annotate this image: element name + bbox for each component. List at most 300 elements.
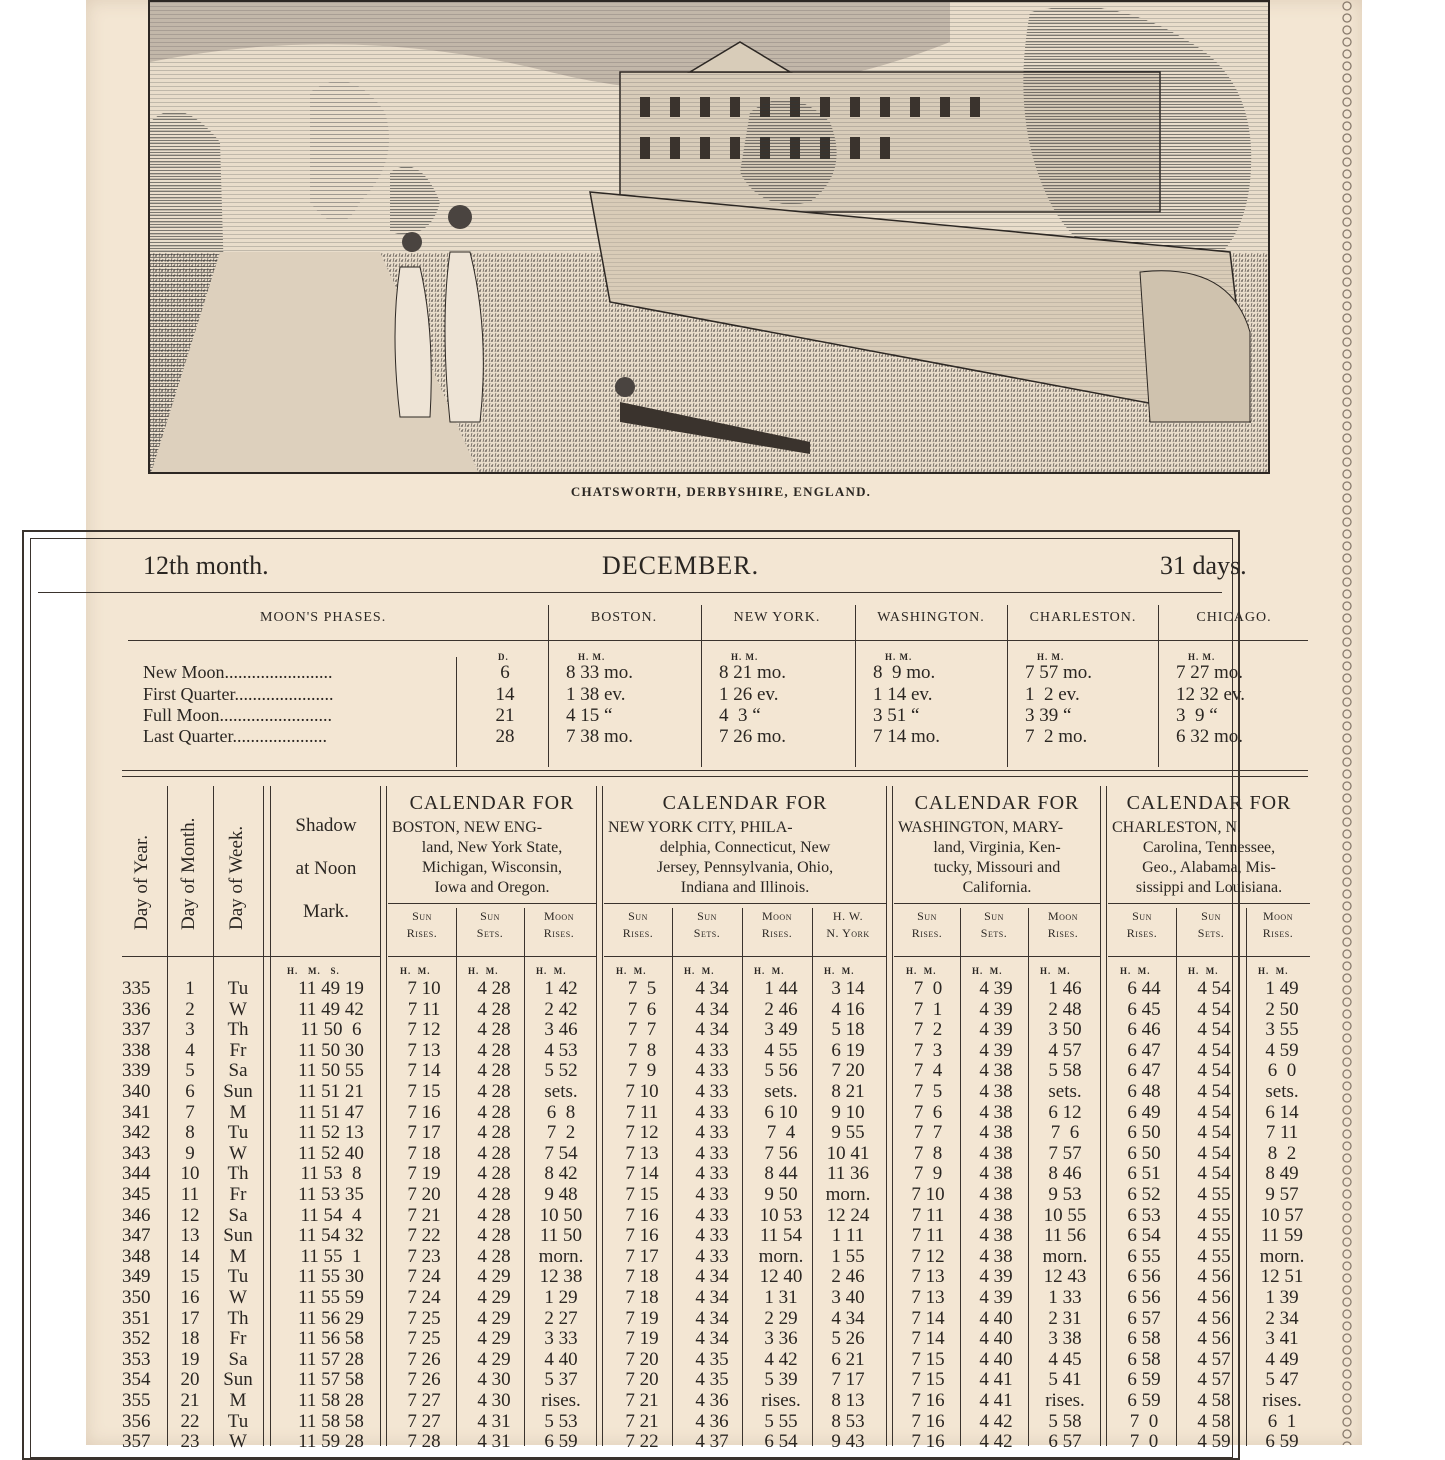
city-column-rule <box>855 605 856 767</box>
table-cell: 11 54 <box>759 1225 803 1247</box>
table-cell: 4 38 <box>979 1081 1013 1102</box>
city-heading-2: WASHINGTON. <box>877 610 985 625</box>
table-cell: 1 33 <box>1048 1287 1082 1308</box>
table-cell: 7 11 <box>911 1225 945 1247</box>
table-cell: 5 39 <box>764 1369 798 1391</box>
d-label: D. <box>498 652 509 662</box>
moon-phase-time: 6 32 mo. <box>1176 726 1244 747</box>
table-cell: 6 50 <box>1127 1142 1161 1164</box>
moon-phases-heading: MOON'S PHASES. <box>260 610 387 625</box>
calendar-region-line: Indiana and Illinois. <box>680 879 810 896</box>
table-cell: 353 <box>122 1348 151 1370</box>
table-cell: 6 55 <box>1127 1245 1161 1267</box>
table-cell: 7 8 <box>627 1039 657 1061</box>
table-cell: 7 26 <box>407 1369 441 1391</box>
table-cell: 11 53 35 <box>298 1184 364 1205</box>
table-cell: 4 38 <box>979 1204 1013 1226</box>
table-cell: 4 31 <box>477 1431 511 1453</box>
table-cell: 4 56 <box>1197 1266 1231 1288</box>
table-cell: 10 50 <box>539 1204 583 1226</box>
shadow-hms-label: H. M. S. <box>287 966 340 976</box>
table-cell: 4 29 <box>477 1307 511 1329</box>
day-of-week-heading: Day of Week. <box>226 825 247 930</box>
hm-label: H. M. <box>536 966 567 976</box>
moon-section-rule <box>122 776 1308 777</box>
table-cell: 1 29 <box>544 1287 578 1308</box>
table-cell: 11 52 40 <box>298 1142 364 1164</box>
table-cell: 6 49 <box>1127 1101 1161 1123</box>
calendar-subhead-rule <box>894 956 1100 957</box>
table-cell: 12 38 <box>539 1266 583 1288</box>
chatsworth-engraving <box>148 0 1270 474</box>
calendar-subhead: Rises. <box>543 926 575 940</box>
table-cell: 348 <box>122 1245 151 1267</box>
table-cell: 4 39 <box>979 1019 1013 1041</box>
table-cell: Tu <box>227 1122 249 1144</box>
table-cell: 337 <box>122 1019 151 1041</box>
column-rule <box>386 786 387 1446</box>
calendar-region-line: Geo., Alabama, Mis- <box>1142 859 1276 876</box>
table-cell: 2 46 <box>764 998 798 1020</box>
table-cell: 7 16 <box>911 1390 945 1411</box>
table-cell: 6 47 <box>1127 1039 1161 1061</box>
table-cell: 6 45 <box>1127 998 1161 1020</box>
table-cell: 4 33 <box>695 1122 729 1144</box>
table-cell: 4 28 <box>477 1163 511 1185</box>
city-heading-3: CHARLESTON. <box>1029 610 1137 625</box>
table-cell: 4 33 <box>695 1142 729 1164</box>
calendar-subhead: H. W. <box>832 909 864 923</box>
table-cell: 11 54 32 <box>298 1225 364 1247</box>
calendar-region-line: CHARLESTON, N. <box>1112 819 1242 836</box>
table-cell: 4 29 <box>477 1348 511 1370</box>
table-cell: 4 33 <box>695 1060 729 1082</box>
table-cell: 8 21 <box>831 1081 865 1102</box>
table-cell: 7 56 <box>764 1142 798 1164</box>
table-cell: 7 24 <box>407 1266 441 1288</box>
table-cell: 4 54 <box>1197 978 1231 999</box>
table-cell: 2 31 <box>1048 1307 1082 1329</box>
days-count: 31 days. <box>1160 551 1247 580</box>
table-cell: 4 34 <box>695 1307 729 1329</box>
table-cell: 13 <box>180 1225 200 1247</box>
moon-phase-time: 8 33 mo. <box>566 662 634 683</box>
table-cell: 357 <box>122 1431 151 1453</box>
table-cell: 4 41 <box>979 1369 1013 1391</box>
table-cell: 1 <box>185 978 195 999</box>
table-cell: 4 30 <box>477 1369 511 1391</box>
table-cell: 4 42 <box>764 1348 798 1370</box>
hm-label: H. M. <box>1120 966 1151 976</box>
table-cell: 7 12 <box>625 1122 659 1144</box>
table-cell: 4 42 <box>979 1431 1013 1453</box>
table-cell: 4 34 <box>695 1328 729 1350</box>
table-cell: sets. <box>1265 1081 1299 1102</box>
table-cell: 7 2 <box>546 1122 576 1144</box>
table-cell: 4 55 <box>1197 1204 1231 1226</box>
table-cell: 5 58 <box>1048 1410 1082 1432</box>
table-cell: 4 34 <box>695 1287 729 1308</box>
table-cell: 7 19 <box>625 1328 659 1350</box>
table-cell: 8 13 <box>831 1390 865 1411</box>
table-cell: 4 28 <box>477 1142 511 1164</box>
table-cell: W <box>229 998 247 1020</box>
engraving-caption: CHATSWORTH, DERBYSHIRE, ENGLAND. <box>570 484 872 499</box>
table-cell: 11 59 28 <box>298 1431 364 1453</box>
table-cell: 11 52 13 <box>298 1122 364 1144</box>
table-cell: 11 50 <box>539 1225 583 1247</box>
calendar-region-line: California. <box>962 879 1032 896</box>
table-cell: 7 3 <box>913 1039 943 1061</box>
table-cell: 8 46 <box>1048 1163 1082 1185</box>
calendar-subhead: Sun <box>1201 909 1221 923</box>
table-cell: 2 <box>185 998 195 1020</box>
table-cell: Fr <box>229 1184 247 1205</box>
table-cell: 6 52 <box>1127 1184 1161 1205</box>
table-cell: 2 29 <box>764 1307 798 1329</box>
table-cell: 6 54 <box>1127 1225 1161 1247</box>
table-cell: 7 20 <box>831 1060 865 1082</box>
table-cell: 11 56 58 <box>298 1328 364 1350</box>
table-cell: 8 44 <box>764 1163 798 1185</box>
moon-phase-day: 21 <box>495 705 515 726</box>
moon-phase-day: 6 <box>500 662 510 683</box>
table-cell: 7 22 <box>625 1431 659 1453</box>
table-cell: 3 36 <box>764 1328 798 1350</box>
header-bottom-rule <box>122 956 380 957</box>
table-cell: morn. <box>825 1184 871 1205</box>
table-cell: rises. <box>541 1390 581 1411</box>
table-cell: 4 33 <box>695 1163 729 1185</box>
table-cell: 7 15 <box>407 1081 441 1102</box>
table-cell: 4 54 <box>1197 1101 1231 1123</box>
table-cell: 4 57 <box>1048 1039 1082 1061</box>
table-cell: 6 53 <box>1127 1204 1161 1226</box>
city-heading-1: NEW YORK. <box>733 610 821 625</box>
sub-column-rule <box>960 908 961 1446</box>
table-cell: 2 48 <box>1048 998 1082 1020</box>
hm-label: H. M. <box>972 966 1003 976</box>
sub-column-rule <box>812 908 813 1446</box>
table-cell: 4 33 <box>695 1101 729 1123</box>
table-cell: 354 <box>122 1369 151 1391</box>
table-cell: 1 39 <box>1265 1287 1299 1308</box>
table-cell: 4 35 <box>695 1369 729 1391</box>
sub-column-rule <box>742 908 743 1446</box>
table-cell: 3 46 <box>544 1019 578 1041</box>
table-cell: 4 56 <box>1197 1307 1231 1329</box>
table-cell: 4 34 <box>695 998 729 1020</box>
table-cell: 7 11 <box>625 1101 659 1123</box>
table-cell: 7 20 <box>625 1348 659 1370</box>
table-cell: 4 16 <box>831 998 865 1020</box>
moon-phase-time: 7 57 mo. <box>1025 662 1093 683</box>
table-cell: 4 40 <box>979 1307 1013 1329</box>
table-cell: 4 57 <box>1197 1369 1231 1391</box>
table-cell: 4 28 <box>477 998 511 1020</box>
table-cell: 7 19 <box>407 1163 441 1185</box>
table-cell: 4 55 <box>764 1039 798 1061</box>
table-cell: 7 25 <box>407 1328 441 1350</box>
table-cell: 17 <box>180 1307 200 1329</box>
calendar-subhead-rule <box>604 956 886 957</box>
table-cell: 6 21 <box>831 1348 865 1370</box>
table-cell: 4 38 <box>979 1225 1013 1247</box>
table-cell: 7 13 <box>407 1039 441 1061</box>
table-cell: 7 7 <box>913 1122 943 1144</box>
table-cell: 10 57 <box>1260 1204 1304 1226</box>
table-cell: 4 58 <box>1197 1390 1231 1411</box>
table-cell: 336 <box>122 998 151 1020</box>
hm-label: H. M. <box>824 966 855 976</box>
table-cell: 4 34 <box>831 1307 865 1329</box>
calendar-title: CALENDAR FOR <box>1126 792 1292 814</box>
calendar-title: CALENDAR FOR <box>914 792 1080 814</box>
table-cell: Sa <box>228 1348 248 1370</box>
table-cell: 2 50 <box>1265 998 1299 1020</box>
table-cell: 7 12 <box>911 1245 945 1267</box>
moon-phase-time: 3 9 “ <box>1176 705 1218 726</box>
sub-column-rule <box>524 908 525 1446</box>
table-cell: 4 54 <box>1197 1122 1231 1144</box>
table-cell: 6 57 <box>1048 1431 1082 1453</box>
table-cell: M <box>229 1390 247 1411</box>
table-cell: 344 <box>122 1163 151 1185</box>
table-cell: 7 20 <box>407 1184 441 1205</box>
hm-label: H. M. <box>1188 652 1216 662</box>
table-cell: 350 <box>122 1287 151 1308</box>
table-cell: 3 14 <box>831 978 865 999</box>
table-cell: 4 39 <box>979 978 1013 999</box>
table-cell: 6 48 <box>1127 1081 1161 1102</box>
table-cell: 10 41 <box>826 1142 870 1164</box>
calendar-subhead: N. York <box>826 926 870 940</box>
table-cell: Sun <box>223 1369 253 1391</box>
table-cell: 7 27 <box>407 1410 441 1432</box>
table-cell: 4 33 <box>695 1184 729 1205</box>
table-cell: 4 29 <box>477 1287 511 1308</box>
table-cell: 4 41 <box>979 1390 1013 1411</box>
moon-phase-time: 1 14 ev. <box>873 684 933 705</box>
table-cell: 349 <box>122 1266 151 1288</box>
table-cell: 12 43 <box>1043 1266 1087 1288</box>
table-cell: 6 8 <box>546 1101 576 1123</box>
table-cell: 7 0 <box>913 978 943 999</box>
calendar-subhead-rule <box>604 903 886 904</box>
table-cell: 11 55 1 <box>300 1245 362 1267</box>
table-cell: 7 21 <box>625 1410 659 1432</box>
table-cell: 5 52 <box>544 1060 578 1082</box>
table-cell: 11 53 8 <box>300 1163 362 1185</box>
table-cell: morn. <box>758 1245 804 1267</box>
calendar-region-line: NEW YORK CITY, PHILA- <box>608 819 793 836</box>
table-cell: 7 6 <box>913 1101 943 1123</box>
table-cell: 4 49 <box>1265 1348 1299 1370</box>
table-cell: 9 <box>185 1142 195 1164</box>
calendar-subhead: Rises. <box>761 926 793 940</box>
table-cell: 10 <box>180 1163 200 1185</box>
table-cell: 11 49 42 <box>298 998 364 1020</box>
table-cell: 10 55 <box>1043 1204 1087 1226</box>
table-cell: 7 15 <box>911 1369 945 1391</box>
table-cell: 6 10 <box>764 1101 798 1123</box>
table-cell: 4 33 <box>695 1225 729 1247</box>
calendar-subhead: Sets. <box>476 926 504 940</box>
table-cell: 346 <box>122 1204 151 1226</box>
table-cell: 4 28 <box>477 1225 511 1247</box>
moon-phase-time: 7 26 mo. <box>719 726 787 747</box>
table-cell: 11 55 30 <box>298 1266 364 1288</box>
table-cell: 7 9 <box>913 1163 943 1185</box>
table-cell: 1 44 <box>764 978 798 999</box>
moon-header-rule <box>128 640 1308 641</box>
table-cell: 7 13 <box>911 1266 945 1288</box>
table-cell: 3 49 <box>764 1019 798 1041</box>
calendar-subhead: Moon <box>1047 909 1078 923</box>
table-cell: sets. <box>1048 1081 1082 1102</box>
table-cell: 4 28 <box>477 1060 511 1082</box>
table-cell: 7 14 <box>911 1328 945 1350</box>
moon-phase-time: 1 26 ev. <box>719 684 779 705</box>
table-cell: 355 <box>122 1390 151 1411</box>
table-cell: 4 38 <box>979 1245 1013 1267</box>
table-cell: 11 49 19 <box>298 978 364 999</box>
table-cell: 4 30 <box>477 1390 511 1411</box>
table-cell: 4 55 <box>1197 1225 1231 1247</box>
table-cell: 4 28 <box>477 1122 511 1144</box>
table-cell: 7 15 <box>625 1184 659 1205</box>
table-cell: 341 <box>122 1101 151 1123</box>
table-cell: 6 14 <box>1265 1101 1299 1123</box>
month-title: DECEMBER. <box>602 551 760 580</box>
table-cell: 6 19 <box>831 1039 865 1061</box>
table-cell: 2 27 <box>544 1307 578 1329</box>
table-cell: morn. <box>1042 1245 1088 1267</box>
moon-phase-day: 28 <box>495 726 515 747</box>
table-cell: 11 54 4 <box>300 1204 362 1226</box>
table-cell: 9 50 <box>764 1184 798 1205</box>
day-of-month-heading: Day of Month. <box>178 817 199 930</box>
calendar-subhead: Rises. <box>406 926 438 940</box>
moon-phase-time: 8 9 mo. <box>873 662 936 683</box>
table-cell: 4 45 <box>1048 1348 1082 1370</box>
table-cell: 7 1 <box>913 998 943 1020</box>
table-cell: 4 36 <box>695 1410 729 1432</box>
calendar-region-line: WASHINGTON, MARY- <box>898 819 1064 836</box>
table-cell: 6 47 <box>1127 1060 1161 1082</box>
table-cell: 7 57 <box>1048 1142 1082 1164</box>
hm-label: H. M. <box>616 966 647 976</box>
table-cell: rises. <box>761 1390 801 1411</box>
calendar-title: CALENDAR FOR <box>662 792 828 814</box>
table-cell: 4 38 <box>979 1142 1013 1164</box>
column-rule <box>1100 786 1101 1446</box>
table-cell: 11 57 28 <box>298 1348 364 1370</box>
table-cell: Tu <box>227 978 249 999</box>
moon-phase-label: First Quarter...................... <box>143 684 334 704</box>
calendar-subhead: Moon <box>761 909 792 923</box>
table-cell: 4 31 <box>477 1410 511 1432</box>
table-cell: 4 28 <box>477 1101 511 1123</box>
table-cell: 7 11 <box>407 998 441 1020</box>
table-cell: M <box>229 1245 247 1267</box>
hm-label: H. M. <box>1188 966 1219 976</box>
table-cell: Th <box>227 1163 249 1185</box>
table-cell: 11 58 28 <box>298 1390 364 1411</box>
table-cell: 7 54 <box>544 1142 578 1164</box>
calendar-subhead: Sun <box>628 909 648 923</box>
table-cell: 7 16 <box>625 1204 659 1226</box>
table-cell: 4 53 <box>544 1039 578 1061</box>
table-cell: 4 39 <box>979 1287 1013 1308</box>
table-cell: 4 38 <box>979 1101 1013 1123</box>
hm-label: H. M. <box>1037 652 1065 662</box>
hm-label: H. M. <box>400 966 431 976</box>
table-cell: 3 38 <box>1048 1328 1082 1350</box>
calendar-region-line: tucky, Missouri and <box>933 859 1061 876</box>
table-cell: 1 31 <box>764 1287 798 1308</box>
table-cell: 7 21 <box>625 1390 659 1411</box>
table-cell: 4 33 <box>695 1204 729 1226</box>
table-cell: 7 16 <box>911 1410 945 1432</box>
table-cell: 4 37 <box>695 1431 729 1453</box>
table-cell: 4 33 <box>695 1039 729 1061</box>
table-cell: 4 56 <box>1197 1328 1231 1350</box>
table-cell: 4 59 <box>1265 1039 1299 1061</box>
city-column-rule <box>1007 605 1008 767</box>
calendar-region-line: land, Virginia, Ken- <box>933 839 1061 856</box>
table-cell: 11 50 55 <box>298 1060 364 1082</box>
table-cell: 6 59 <box>1127 1390 1161 1411</box>
calendar-subhead: Sun <box>917 909 937 923</box>
table-cell: 3 33 <box>544 1328 578 1350</box>
table-cell: 5 55 <box>764 1410 798 1432</box>
table-cell: Fr <box>229 1039 247 1061</box>
month-number: 12th month. <box>143 551 269 580</box>
moon-phase-time: 1 38 ev. <box>566 684 626 705</box>
calendar-subhead: Sun <box>697 909 717 923</box>
table-cell: 11 56 <box>1043 1225 1087 1247</box>
moon-phase-time: 4 15 “ <box>566 705 613 726</box>
table-cell: Sa <box>228 1060 248 1082</box>
table-cell: 5 <box>185 1060 195 1082</box>
table-cell: 5 37 <box>544 1369 578 1391</box>
table-cell: 7 26 <box>407 1348 441 1370</box>
table-cell: 4 55 <box>1197 1245 1231 1267</box>
table-cell: 7 15 <box>911 1348 945 1370</box>
table-cell: 12 24 <box>826 1204 870 1226</box>
table-cell: Fr <box>229 1328 247 1350</box>
column-rule <box>886 786 887 1446</box>
table-cell: 4 54 <box>1197 1019 1231 1041</box>
column-rule <box>892 786 893 1446</box>
city-heading-0: BOSTON. <box>590 610 658 625</box>
moon-phase-time: 1 2 ev. <box>1025 684 1080 705</box>
table-cell: sets. <box>544 1081 578 1102</box>
table-cell: 6 59 <box>544 1431 578 1453</box>
table-cell: 5 53 <box>544 1410 578 1432</box>
table-cell: 7 9 <box>627 1060 657 1082</box>
calendar-subhead: Moon <box>1262 909 1293 923</box>
table-cell: 4 28 <box>477 1184 511 1205</box>
table-cell: M <box>229 1101 247 1123</box>
moon-section-rule <box>122 770 1308 771</box>
table-cell: Sun <box>223 1225 253 1247</box>
table-cell: 9 57 <box>1265 1184 1299 1205</box>
table-cell: 6 56 <box>1127 1287 1161 1308</box>
table-cell: 12 40 <box>759 1266 803 1288</box>
table-cell: 7 11 <box>911 1204 945 1226</box>
